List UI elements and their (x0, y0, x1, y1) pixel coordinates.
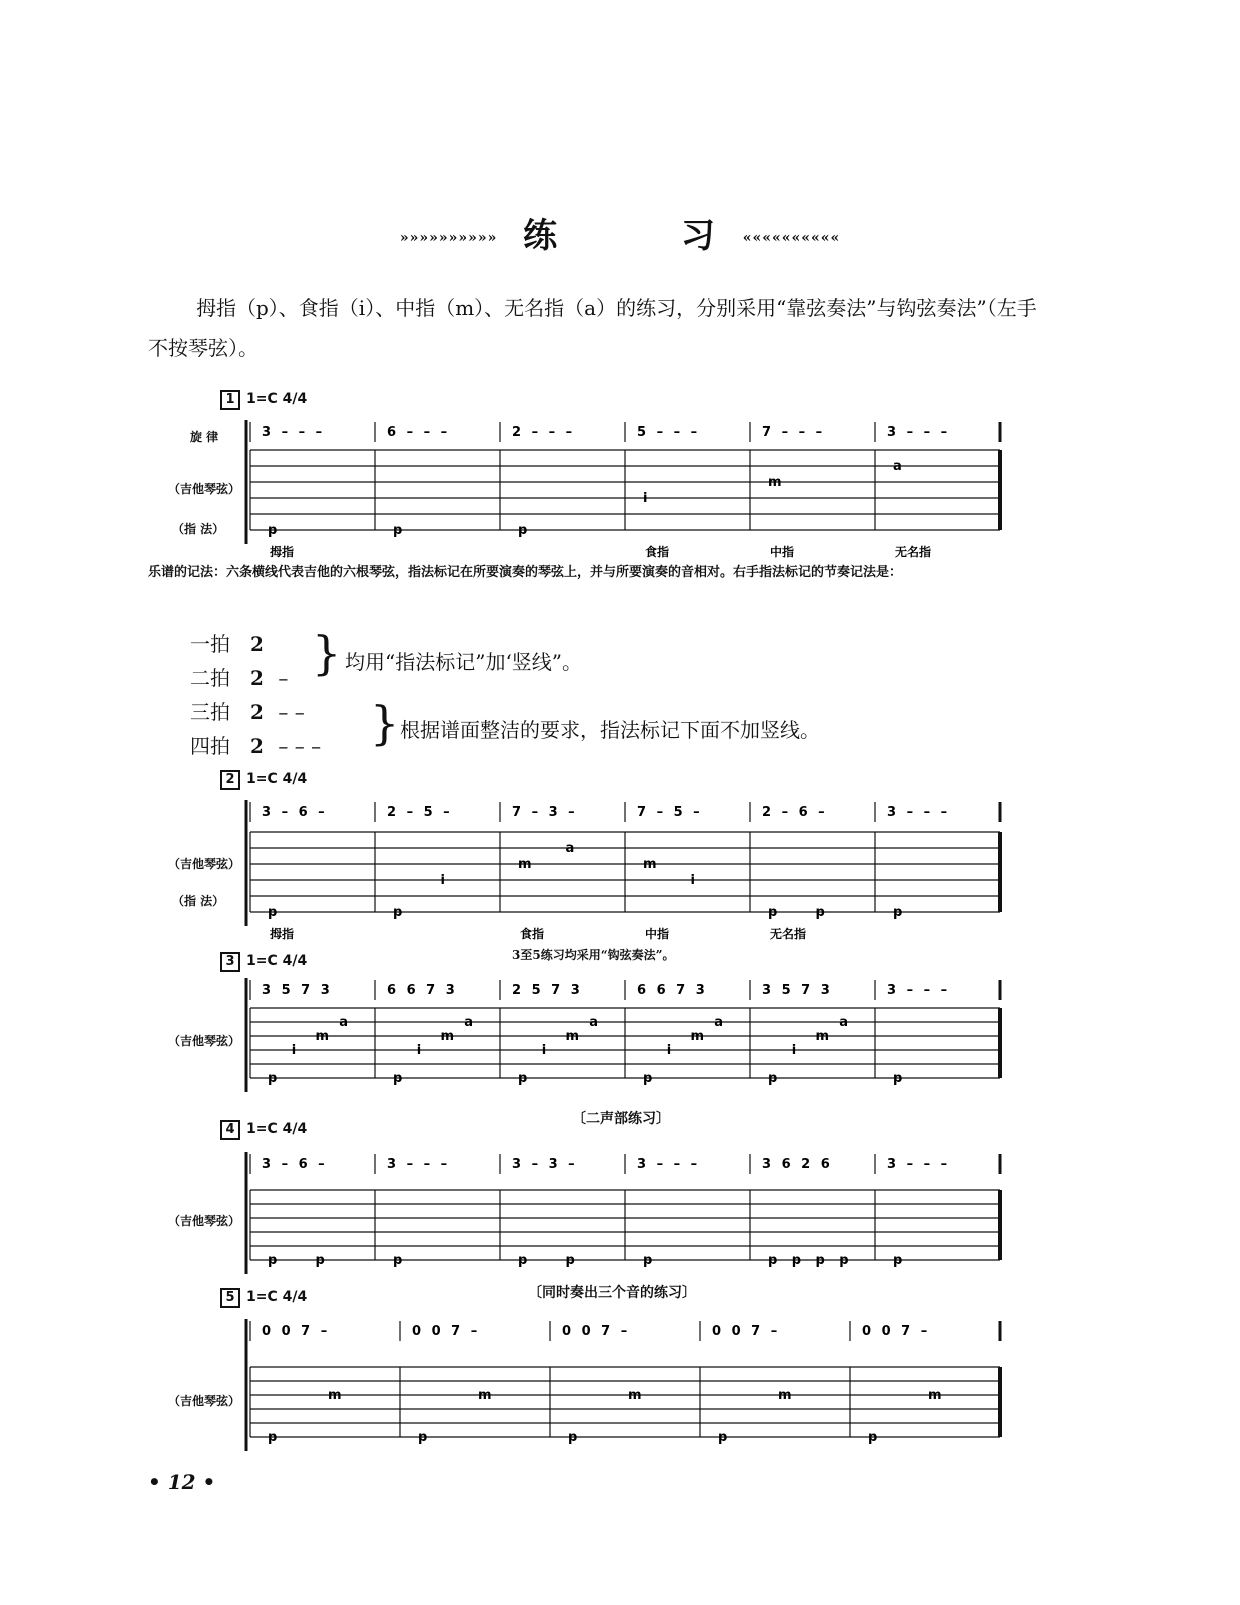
melody-measure: 3 – – – (387, 1157, 451, 1172)
fingering-mark: m (440, 1029, 455, 1044)
fingering-mark: p (268, 1430, 278, 1445)
example-5-score (240, 1305, 1010, 1455)
fingering-mark: p (315, 1253, 325, 1268)
notation-note: 乐谱的记法：六条横线代表吉他的六根琴弦，指法标记在所要演奏的琴弦上，并与所要演奏的音相对。右手指法标记的节奏记法是： (148, 565, 903, 580)
rhythm-row-4: 四拍 2 – – – (190, 734, 322, 758)
fingering-mark: p (518, 1253, 528, 1268)
fingering-label-2: （指 法） (172, 894, 225, 908)
example-1-score (240, 410, 1010, 559)
fingering-mark: m (628, 1388, 642, 1403)
melody-measure: 0 0 7 – (862, 1324, 931, 1339)
fingering-mark: a (714, 1015, 724, 1030)
melody-measure: 3 6 2 6 (762, 1157, 833, 1172)
example-3-score (240, 970, 1010, 1090)
finger-name: 无名指 (770, 927, 807, 941)
melody-measure: 7 – – – (762, 425, 826, 440)
fingering-mark: p (393, 905, 403, 920)
fingering-mark: a (464, 1015, 474, 1030)
finger-name: 中指 (645, 927, 670, 941)
melody-measure: 3 5 7 3 (262, 983, 333, 998)
guitar-strings-label-3: （吉他琴弦） (168, 1034, 241, 1048)
melody-measure: 7 – 3 – (512, 805, 578, 820)
page-number: • 12 • (148, 1470, 216, 1494)
melody-measure: 6 6 7 3 (387, 983, 458, 998)
melody-measure: 0 0 7 – (262, 1324, 331, 1339)
example-2-score (240, 792, 1010, 941)
melody-measure: 2 – – – (512, 425, 576, 440)
fingering-mark: i (291, 1043, 297, 1058)
finger-name: 食指 (520, 927, 545, 941)
example-1-label: 1 1=C 4/4 (220, 390, 307, 410)
fingering-mark: m (478, 1388, 492, 1403)
fingering-mark: i (416, 1043, 422, 1058)
intro-paragraph: 拇指（p）、食指（i）、中指（m）、无名指（a）的练习，分别采用“靠弦奏法”与钩弦奏法”（左手不按琴弦）。 (148, 296, 1037, 360)
fingering-mark: i (666, 1043, 672, 1058)
fingering-mark: p (518, 1071, 528, 1086)
melody-measure: 3 – – – (887, 805, 951, 820)
fingering-mark: p (393, 1253, 403, 1268)
fingering-mark: p (268, 1071, 278, 1086)
fingering-mark: p (643, 1253, 653, 1268)
fingering-mark: p (868, 1430, 878, 1445)
example-2-label: 2 1=C 4/4 (220, 770, 307, 790)
fingering-mark: m (518, 857, 532, 872)
example-5-caption: 〔同时奏出三个音的练习〕 (528, 1285, 696, 1301)
example-4-label: 4 1=C 4/4 (220, 1120, 307, 1140)
fingering-mark: i (643, 491, 648, 506)
finger-name: 拇指 (270, 545, 295, 559)
fingering-mark: m (690, 1029, 705, 1044)
guitar-strings-label: （吉他琴弦） (168, 482, 241, 496)
fingering-mark: p (565, 1253, 575, 1268)
fingering-mark: m (643, 857, 657, 872)
melody-measure: 5 – – – (637, 425, 701, 440)
fingering-mark: p (518, 523, 528, 538)
rhythm-row-3: 三拍 2 – – (190, 700, 305, 724)
melody-measure: 0 0 7 – (412, 1324, 481, 1339)
fingering-mark: a (339, 1015, 349, 1030)
fingering-mark: p (568, 1430, 578, 1445)
melody-measure: 3 – 3 – (512, 1157, 578, 1172)
example-4-caption: 〔二声部练习〕 (572, 1111, 670, 1127)
rhythm-row-1: 一拍 2 (190, 632, 264, 656)
fingering-mark: p (815, 1253, 825, 1268)
fingering-mark: i (791, 1043, 797, 1058)
melody-measure: 2 – 5 – (387, 805, 453, 820)
melody-measure: 0 0 7 – (712, 1324, 781, 1339)
melody-measure: 3 – – – (887, 425, 951, 440)
fingering-mark: p (839, 1253, 849, 1268)
fingering-mark: p (393, 1071, 403, 1086)
rhythm-row-2: 二拍 2 – (190, 666, 289, 690)
fingering-mark: m (328, 1388, 342, 1403)
fingering-mark: a (565, 841, 575, 856)
finger-name: 食指 (645, 545, 670, 559)
melody-measure: 6 6 7 3 (637, 983, 708, 998)
melody-measure: 3 – – – (262, 425, 326, 440)
heading-right-decoration: «««««««««« (742, 230, 841, 246)
fingering-mark: m (778, 1388, 792, 1403)
finger-name: 无名指 (895, 545, 932, 559)
heading-char-2: 习 (680, 216, 717, 256)
example-3-label: 3 1=C 4/4 (220, 952, 307, 972)
brace-2: } (370, 696, 400, 750)
fingering-mark: p (268, 1253, 278, 1268)
fingering-mark: p (718, 1430, 728, 1445)
melody-measure: 3 5 7 3 (762, 983, 833, 998)
brace-2-text: 根据谱面整洁的要求，指法标记下面不加竖线。 (400, 718, 820, 742)
heading-left-decoration: »»»»»»»»»» (399, 230, 498, 246)
fingering-mark: a (589, 1015, 599, 1030)
melody-measure: 3 – – – (887, 1157, 951, 1172)
fingering-mark: m (565, 1029, 580, 1044)
melody-measure: 3 – – – (887, 983, 951, 998)
melody-measure: 2 5 7 3 (512, 983, 583, 998)
melody-measure: 6 – – – (387, 425, 451, 440)
melody-measure: 7 – 5 – (637, 805, 703, 820)
melody-measure: 3 – 6 – (262, 1157, 328, 1172)
melody-label: 旋 律 (190, 430, 219, 444)
fingering-mark: p (768, 905, 778, 920)
finger-name: 中指 (770, 545, 795, 559)
fingering-mark: p (418, 1430, 428, 1445)
section-heading (0, 208, 1240, 257)
fingering-mark: p (643, 1071, 653, 1086)
fingering-mark: p (768, 1253, 778, 1268)
fingering-mark: m (815, 1029, 830, 1044)
example-4-score (240, 1140, 1010, 1270)
fingering-mark: i (440, 873, 445, 888)
fingering-mark: i (690, 873, 695, 888)
fingering-mark: m (315, 1029, 330, 1044)
fingering-mark: i (541, 1043, 547, 1058)
fingering-mark: p (268, 905, 278, 920)
example-3-caption: 3至5练习均采用“钩弦奏法”。 (512, 948, 675, 962)
guitar-strings-label-4: （吉他琴弦） (168, 1214, 241, 1228)
fingering-mark: p (393, 523, 403, 538)
brace-1: } (312, 626, 342, 680)
fingering-mark: p (268, 523, 278, 538)
melody-measure: 2 – 6 – (762, 805, 828, 820)
fingering-label: （指 法） (172, 522, 225, 536)
fingering-mark: p (893, 1071, 903, 1086)
fingering-mark: p (768, 1071, 778, 1086)
fingering-mark: p (791, 1253, 802, 1268)
fingering-mark: p (893, 905, 903, 920)
fingering-mark: a (839, 1015, 849, 1030)
fingering-mark: m (928, 1388, 942, 1403)
brace-1-text: 均用“指法标记”加‘竖线”。 (345, 650, 583, 674)
guitar-strings-label-5: （吉他琴弦） (168, 1394, 241, 1408)
melody-measure: 0 0 7 – (562, 1324, 631, 1339)
melody-measure: 3 – 6 – (262, 805, 328, 820)
fingering-mark: p (893, 1253, 903, 1268)
fingering-mark: p (815, 905, 825, 920)
fingering-mark: m (768, 475, 782, 490)
finger-name: 拇指 (270, 927, 295, 941)
fingering-mark: a (893, 459, 902, 474)
guitar-strings-label-2: （吉他琴弦） (168, 857, 241, 871)
melody-measure: 3 – – – (637, 1157, 701, 1172)
heading-char-1: 练 (523, 216, 560, 256)
example-5-label: 5 1=C 4/4 (220, 1288, 307, 1308)
